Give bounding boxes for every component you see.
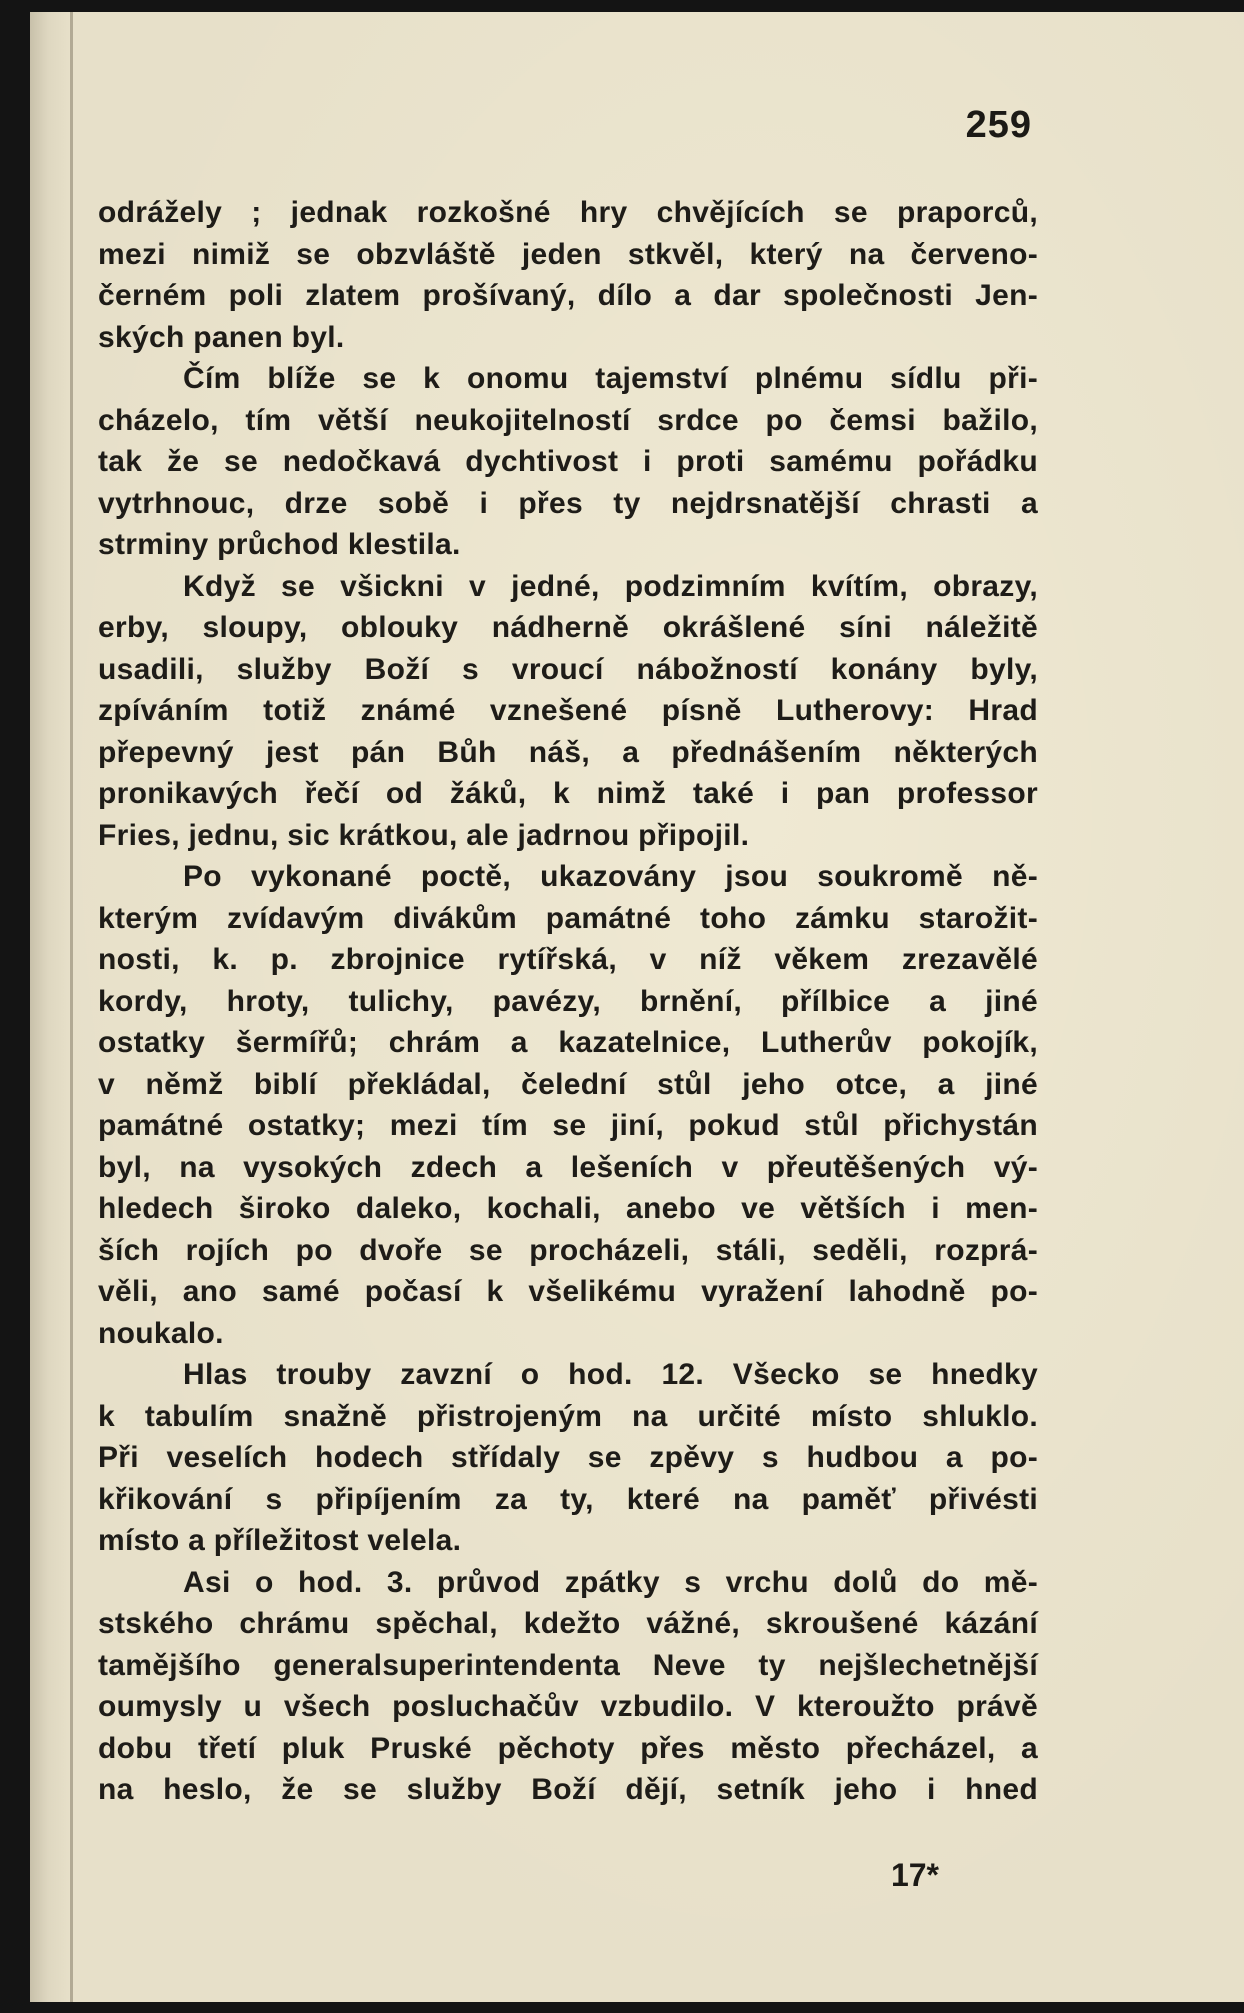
text-line: ších rojích po dvoře se procházeli, stáli, seděli, rozprá- [98,1233,1038,1267]
text-line: Fries, jednu, sic krátkou, ale jadrnou připojil. [98,818,750,852]
text-line: v němž biblí překládal, čelední stůl jeho otce, a jiné [98,1067,1038,1101]
text-line: tamějšího generalsuperintendenta Neve ty nejšlechetnější [98,1648,1038,1682]
text-line: pronikavých řečí od žáků, k nimž také i pan professor [98,777,1038,810]
page-number: 259 [965,104,1032,146]
text-line: Po vykonané poctě, ukazovány jsou soukromě ně- [183,860,1038,893]
text-line: ostatky šermířů; chrám a kazatelnice, Lutherův pokojík, [98,1026,1038,1059]
text-line: hledech široko daleko, kochali, anebo ve větších i men- [98,1192,1038,1225]
text-line: vytrhnouc, drze sobě i přes ty nejdrsnatější chrasti a [98,486,1038,520]
text-line: strminy průchod klestila. [98,528,461,561]
text-line: k tabulím snažně přistrojeným na určité místo shluklo. [98,1399,1038,1433]
text-line: byl, na vysokých zdech a lešeních v přeutěšených vý- [98,1150,1038,1184]
text-line: nosti, k. p. zbrojnice rytířská, v níž věkem zrezavělé [98,943,1038,976]
text-line: usadili, služby Boží s vroucí nábožností konány byly, [98,652,1038,686]
text-line: dobu třetí pluk Pruské pěchoty přes město přecházel, a [98,1731,1038,1765]
text-line: na heslo, že se služby Boží dějí, setník jeho i hned [98,1773,1038,1806]
text-line: tak že se nedočkavá dychtivost i proti samému pořádku [98,445,1038,478]
text-line: ských panen byl. [98,320,345,354]
text-line: Při veselích hodech střídaly se zpěvy s hudbou a po- [98,1441,1038,1474]
book-page [30,12,1244,2002]
text-line: křikování s připíjením za ty, které na paměť přivésti [98,1482,1038,1516]
text-line: odrážely ; jednak rozkošné hry chvějících se praporců, [98,196,1038,229]
text-line: zpíváním totiž známé vznešené písně Lutherovy: Hrad [98,694,1038,727]
text-line: noukalo. [98,1316,224,1350]
signature-mark: 17* [890,1857,939,1893]
text-line: věli, ano samé počasí k všelikému vyražení lahodně po- [98,1275,1038,1308]
text-line: kordy, hroty, tulichy, pavézy, brnění, přílbice a jiné [98,984,1038,1018]
text-line: erby, sloupy, oblouky nádherně okrášlené síni náležitě [98,611,1038,644]
page-gutter [70,12,73,2002]
text-line: kterým zvídavým divákům památné toho zámku starožit- [98,901,1038,935]
text-line: cházelo, tím větší neukojitelností srdce po čemsi bažilo, [98,403,1038,437]
text-line: Když se všickni v jedné, podzimním kvítím, obrazy, [183,569,1038,603]
text-line: Asi o hod. 3. průvod zpátky s vrchu dolů do mě- [183,1565,1038,1599]
text-line: památné ostatky; mezi tím se jiní, pokud stůl přichystán [98,1109,1038,1142]
text-line: místo a příležitost velela. [98,1524,462,1557]
text-line: oumysly u všech posluchačův vzbudilo. V kteroužto právě [98,1690,1038,1723]
text-line: přepevný jest pán Bůh náš, a přednášením některých [98,735,1038,769]
text-line: Hlas trouby zavzní o hod. 12. Všecko se hnedky [183,1358,1038,1391]
text-line: černém poli zlatem prošívaný, dílo a dar společnosti Jen- [98,279,1038,312]
text-line: Čím blíže se k onomu tajemství plnému sídlu při- [183,362,1038,395]
text-line: mezi nimiž se obzvláště jeden stkvěl, který na červeno- [98,237,1038,271]
body-text [98,192,1038,1811]
text-line: stského chrámu spěchal, kdežto vážné, skroušené kázání [98,1607,1038,1640]
